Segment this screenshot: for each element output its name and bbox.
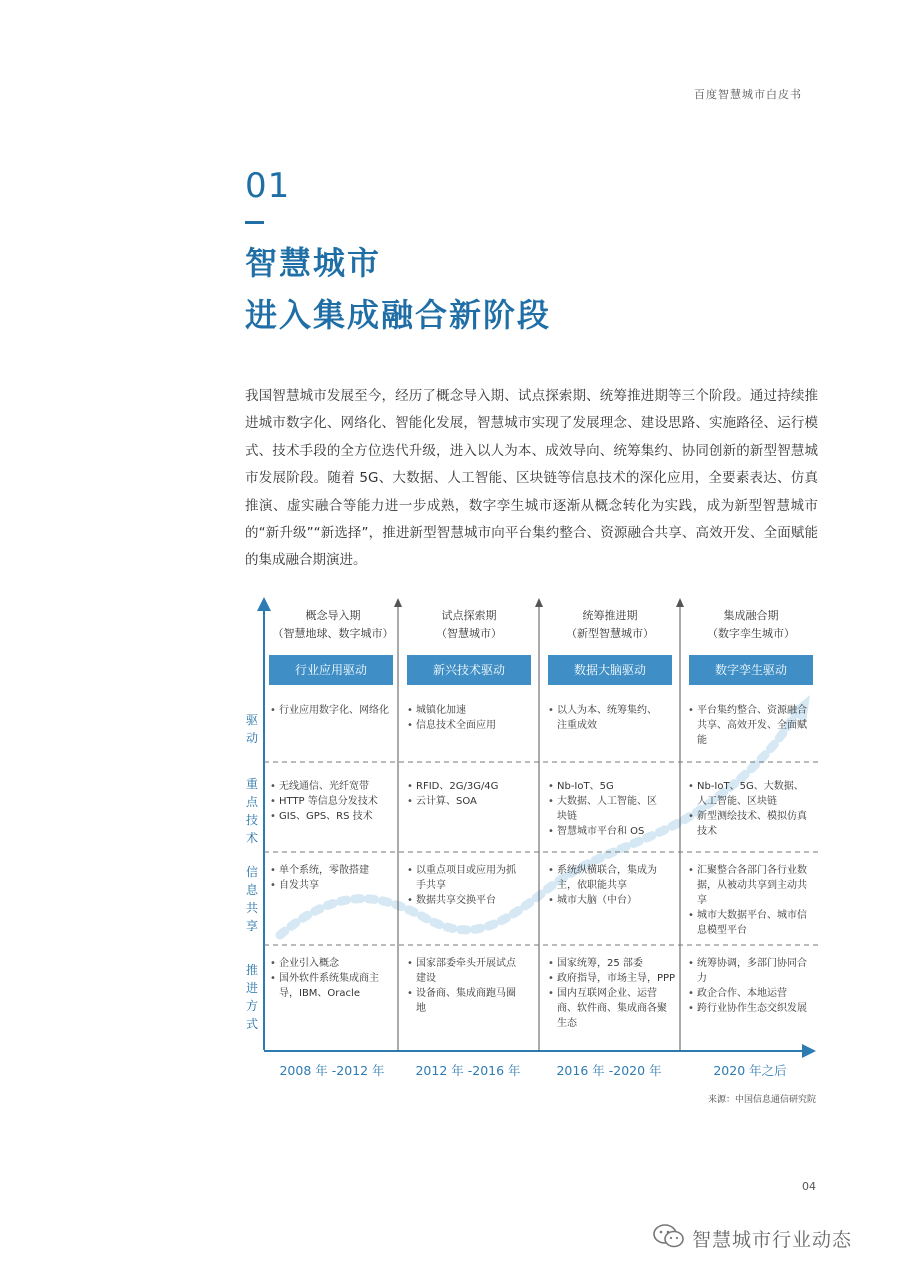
phase-name: 集成融合期 <box>723 609 779 622</box>
year-range-label: 2016 年 -2020 年 <box>556 1063 662 1078</box>
phase-diagram <box>240 595 820 1065</box>
list-item: • RFID、2G/3G/4G <box>407 779 533 794</box>
list-item: • 城镇化加速 <box>407 703 533 718</box>
list-item: • 国家统筹，25 部委 <box>548 956 676 971</box>
list-item: • 以人为本、统筹集约、注重成效 <box>548 703 660 733</box>
list-item: • 系统纵横联合，集成为主，依职能共享 <box>548 863 660 893</box>
header-doc-title: 百度智慧城市白皮书 <box>694 88 802 101</box>
phase-driver-box: 数据大脑驱动 <box>548 655 672 685</box>
list-item: • 国家部委牵头开展试点建设 <box>407 956 519 986</box>
phase-name: 试点探索期 <box>441 609 497 622</box>
source-note: 来源：中国信息通信研究院 <box>707 1095 816 1105</box>
cell-drive <box>270 703 396 718</box>
cell-drive <box>548 703 660 733</box>
section-title-line1: 智慧城市 <box>245 244 382 282</box>
list-item: • 自发共享 <box>270 878 396 893</box>
list-item: • 以重点项目或应用为抓手共享 <box>407 863 519 893</box>
list-item: • 跨行业协作生态交织发展 <box>688 1001 810 1016</box>
list-item: • 国外软件系统集成商主导，IBM、Oracle <box>270 971 398 1001</box>
list-item: • 企业引入概念 <box>270 956 398 971</box>
body-paragraph: 我国智慧城市发展至今，经历了概念导入期、试点探索期、统筹推进期等三个阶段。通过持续推进城市数字化、网络化、智能化发展，智慧城市实现了发展理念、建设思路、实施路径、运行模式、技术手段的全方位迭代升级，进入以人为本、成效导向、统筹集约、协同创新的新型智慧城市发展阶段。随着 5G、大数据、人工智能、区块链等信息技术的深化应用，全要素表达、仿真推演、虚实融合等能力进一步成熟，数字孪生城市逐渐从概念转化为实践，成为新型智慧城市的“新升级”“新选择”，推进新型智慧城市向平台集约整合、资源融合共享、高效开发、全面赋能的集成融合期演进。 <box>245 388 818 569</box>
list-item: • 云计算、SOA <box>407 794 533 809</box>
cell-share <box>407 863 519 908</box>
list-item: • Nb-IoT、5G、大数据、人工智能、区块链 <box>688 779 810 809</box>
list-item: • 设备商、集成商跑马圈地 <box>407 986 519 1016</box>
phase-name: 统筹推进期 <box>582 609 638 622</box>
list-item: • 行业应用数字化、网络化 <box>270 703 396 718</box>
section-number: 01 <box>245 166 291 206</box>
cell-method <box>407 956 519 1016</box>
cell-share <box>548 863 660 908</box>
year-range-label: 2012 年 -2016 年 <box>415 1063 521 1078</box>
phase-subtitle: （新型智慧城市） <box>566 627 654 640</box>
list-item: • 大数据、人工智能、区块链 <box>548 794 660 824</box>
list-item: • 城市大数据平台、城市信息模型平台 <box>688 908 810 938</box>
list-item: • 智慧城市平台和 OS <box>548 824 660 839</box>
cell-tech <box>548 779 660 839</box>
list-item: • 信息技术全面应用 <box>407 718 533 733</box>
cell-drive <box>688 703 810 748</box>
section-divider <box>245 221 264 224</box>
cell-drive <box>407 703 533 733</box>
section-title-line2: 进入集成融合新阶段 <box>245 296 552 334</box>
phase-driver-box: 新兴技术驱动 <box>407 655 531 685</box>
year-range-label: 2020 年之后 <box>713 1063 787 1078</box>
phase-subtitle: （智慧地球、数字城市） <box>272 627 394 640</box>
watermark <box>652 1222 852 1254</box>
page-number: 04 <box>802 1180 816 1193</box>
phase-subtitle: （智慧城市） <box>436 627 502 640</box>
cell-share <box>688 863 810 938</box>
cell-method <box>548 956 676 1031</box>
list-item: • 平台集约整合、资源融合共享、高效开发、全面赋能 <box>688 703 810 748</box>
row-label-drive: 驱动 <box>245 713 258 745</box>
list-item: • 政企合作、本地运营 <box>688 986 810 1001</box>
list-item: • 统筹协调，多部门协同合力 <box>688 956 810 986</box>
list-item: • 汇聚整合各部门各行业数据，从被动共享到主动共享 <box>688 863 810 908</box>
cell-method <box>270 956 398 1001</box>
list-item: • Nb-IoT、5G <box>548 779 660 794</box>
watermark-text: 智慧城市行业动态 <box>692 1228 853 1251</box>
list-item: • GIS、GPS、RS 技术 <box>270 809 396 824</box>
list-item: • 无线通信、光纤宽带 <box>270 779 396 794</box>
list-item: • 单个系统，零散搭建 <box>270 863 396 878</box>
row-label-share: 信息共享 <box>245 865 258 933</box>
x-axis-arrow <box>802 1044 816 1058</box>
list-item: • 数据共享交换平台 <box>407 893 519 908</box>
list-item: • 政府指导，市场主导，PPP <box>548 971 676 986</box>
wechat-icon <box>652 1222 686 1254</box>
cell-method <box>688 956 810 1016</box>
list-item: • 国内互联网企业、运营商、软件商、集成商各聚生态 <box>548 986 676 1031</box>
list-item: • HTTP 等信息分发技术 <box>270 794 396 809</box>
cell-share <box>270 863 396 893</box>
list-item: • 新型测绘技术、模拟仿真技术 <box>688 809 810 839</box>
row-label-method: 推进方式 <box>245 963 258 1031</box>
phase-name: 概念导入期 <box>305 609 361 622</box>
row-label-tech: 重点技术 <box>245 777 258 845</box>
phase-subtitle: （数字孪生城市） <box>707 627 795 640</box>
list-item: • 城市大脑（中台） <box>548 893 660 908</box>
year-range-label: 2008 年 -2012 年 <box>279 1063 385 1078</box>
phase-driver-box: 数字孪生驱动 <box>689 655 813 685</box>
phase-driver-box: 行业应用驱动 <box>269 655 393 685</box>
cell-tech <box>270 779 396 824</box>
cell-tech <box>688 779 810 839</box>
cell-tech <box>407 779 533 809</box>
